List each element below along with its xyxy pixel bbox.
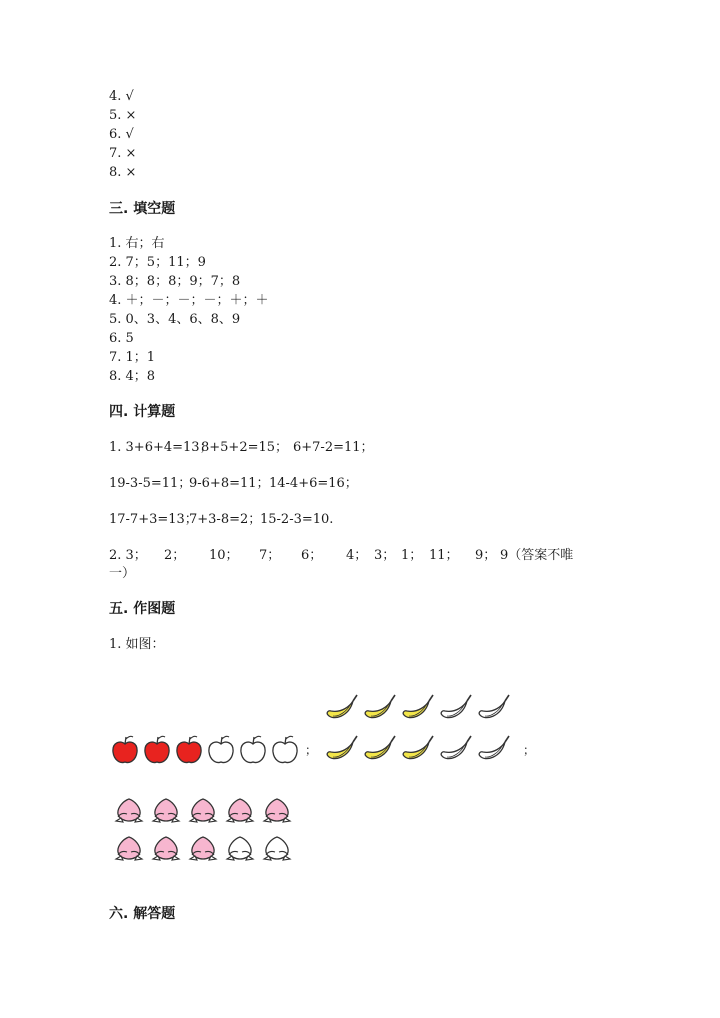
- banana: [365, 695, 395, 718]
- calc-answer: 6；: [301, 548, 323, 563]
- peach: [264, 799, 290, 822]
- calc-item: 17-7+3=13；: [109, 512, 198, 527]
- judgement-answer-5: 5. ×: [109, 108, 137, 123]
- peach: [153, 799, 179, 822]
- calc-item: 14-4+6=16；: [269, 476, 358, 491]
- banana: [479, 736, 509, 759]
- calc-item: 19-3-5=11；: [109, 476, 192, 491]
- apple: [145, 736, 169, 762]
- banana: [403, 736, 433, 759]
- calc-answer: 10；: [209, 548, 239, 563]
- peach: [264, 837, 290, 860]
- banana: [327, 695, 357, 718]
- apple: [177, 736, 201, 762]
- calc-answer: 7；: [259, 548, 281, 563]
- calc-answer: 2. 3；: [109, 548, 147, 563]
- peach: [153, 837, 179, 860]
- banana: [441, 695, 471, 718]
- peach: [227, 837, 253, 860]
- judgement-answer-8: 8. ×: [109, 165, 137, 180]
- peach: [190, 799, 216, 822]
- banana: [441, 736, 471, 759]
- calc-item: 15-2-3=10.: [260, 512, 334, 527]
- fill-answer-7: 7. 1；1: [109, 350, 156, 365]
- fill-answer-3: 3. 8；8；8；9；7；8: [109, 274, 241, 289]
- fill-answer-5: 5. 0、3、4、6、8、9: [109, 312, 241, 327]
- judgement-answer-4: 4. √: [109, 89, 134, 104]
- calc-answer: 9（答案不唯: [500, 548, 574, 563]
- banana-group: [327, 695, 509, 759]
- banana: [365, 736, 395, 759]
- fill-answer-2: 2. 7；5；11；9: [109, 255, 206, 270]
- section-title-fill-blank: 三. 填空题: [109, 201, 176, 217]
- calc-item: 6+7-2=11；: [293, 440, 374, 455]
- calc-answer: 3；: [374, 548, 396, 563]
- peach: [227, 799, 253, 822]
- apple: [113, 736, 137, 762]
- peach: [190, 837, 216, 860]
- fill-answer-8: 8. 4；8: [109, 369, 156, 384]
- calc-question-2-wrap: 一）: [109, 566, 136, 581]
- calc-item: 1. 3+6+4=13；: [109, 440, 213, 455]
- banana: [479, 695, 509, 718]
- calc-answer: 1；: [401, 548, 423, 563]
- judgement-answer-6: 6. √: [109, 127, 134, 142]
- calc-item: 9-6+8=11；: [189, 476, 270, 491]
- section-title-drawing: 五. 作图题: [109, 601, 176, 617]
- judgement-answer-7: 7. ×: [109, 146, 137, 161]
- calc-item: 7+3-8=2；: [189, 512, 262, 527]
- calc-answer: 4；: [346, 548, 368, 563]
- apple: [273, 736, 297, 762]
- section-title-word-problems: 六. 解答题: [109, 906, 176, 922]
- apple: [241, 736, 265, 762]
- peach: [116, 799, 142, 822]
- fill-answer-1: 1. 右；右: [109, 236, 165, 251]
- separator: ；: [305, 743, 318, 757]
- apple: [209, 736, 233, 762]
- banana: [327, 736, 357, 759]
- peach-group: [116, 799, 290, 860]
- banana: [403, 695, 433, 718]
- section-title-calculation: 四. 计算题: [109, 404, 176, 420]
- fill-answer-6: 6. 5: [109, 331, 134, 346]
- calc-answer: 2；: [164, 548, 186, 563]
- calc-answer: 11；: [429, 548, 459, 563]
- apple-group: [113, 736, 297, 762]
- calc-item: 8+5+2=15；: [201, 440, 289, 455]
- calc-answer: 9；: [475, 548, 497, 563]
- peach: [116, 837, 142, 860]
- drawing-intro: 1. 如图：: [109, 637, 165, 652]
- separator: ；: [523, 743, 536, 757]
- fill-answer-4: 4. ＋；－；－；－；＋；＋: [109, 293, 269, 308]
